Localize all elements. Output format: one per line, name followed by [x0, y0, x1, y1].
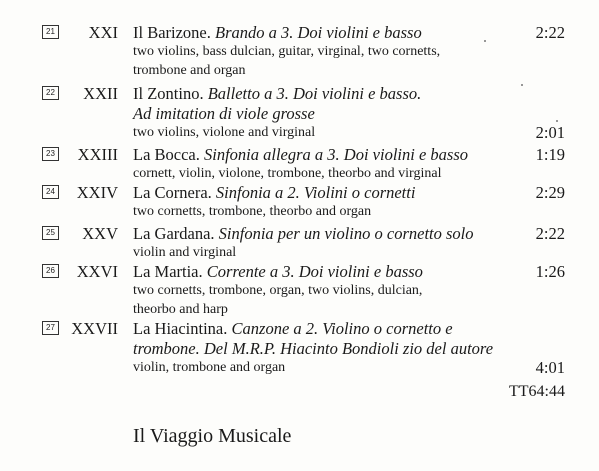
piece-subtitle: Ad imitation di viole grosse: [133, 104, 315, 123]
section-heading: Il Viaggio Musicale: [133, 425, 292, 447]
track-roman-numeral: XXIV: [76, 183, 118, 202]
track-title-line: [133, 145, 553, 165]
track-title-line: [133, 104, 553, 124]
track-duration: 2:22: [535, 23, 565, 42]
track-title-line: [133, 262, 553, 282]
track-duration: 4:01: [535, 358, 565, 377]
track-details: [133, 145, 553, 184]
track-details: [133, 183, 553, 222]
paper-speck: [556, 120, 558, 122]
piece-name: La Martia.: [133, 262, 207, 281]
track-details: [133, 23, 553, 80]
instrumentation-line: violin and virginal: [133, 245, 237, 260]
piece-name: La Gardana.: [133, 224, 219, 243]
track-roman-numeral: XXIII: [77, 145, 118, 164]
instrumentation-line: two violins, violone and virginal: [133, 125, 316, 140]
piece-name: La Bocca.: [133, 145, 205, 164]
track-details: [133, 262, 553, 319]
track-roman-numeral: XXII: [83, 84, 118, 103]
piece-subtitle: Sinfonia allegra a 3. Doi violini e basso: [204, 145, 469, 164]
instrumentation-line: theorbo and harp: [133, 301, 228, 317]
track-title-line: [133, 183, 553, 203]
track-title-line: [133, 224, 553, 244]
instrumentation-line: violin, trombone and organ: [133, 360, 286, 375]
track-duration: 1:19: [535, 145, 565, 164]
piece-name: La Hiacintina.: [133, 319, 232, 338]
track-title-line: [133, 84, 553, 104]
track-duration: 2:01: [535, 123, 565, 142]
piece-name: Il Zontino.: [133, 84, 208, 103]
instrumentation-line: trombone and organ: [133, 62, 246, 78]
piece-subtitle: Corrente a 3. Doi violini e basso: [206, 262, 423, 281]
track-details: [133, 224, 553, 263]
track-details: [133, 84, 553, 143]
instrumentation-line: two cornetts, trombone, theorbo and organ: [133, 204, 372, 219]
track-duration: 1:26: [535, 262, 565, 281]
track-number-box: 21: [42, 25, 59, 39]
track-number-box: 27: [42, 321, 59, 335]
track-roman-numeral: XXV: [82, 224, 118, 243]
piece-subtitle: Brando a 3. Doi violini e basso: [215, 23, 422, 42]
piece-subtitle: Sinfonia per un violino o cornetto solo: [218, 224, 474, 243]
track-title-line: [133, 339, 553, 359]
track-number-box: 26: [42, 264, 59, 278]
piece-subtitle: Canzone a 2. Violino o cornetto e: [231, 319, 453, 338]
piece-subtitle: Balletto a 3. Doi violini e basso.: [207, 84, 422, 103]
track-title-line: [133, 23, 553, 43]
total-time: TT64:44: [509, 383, 565, 400]
piece-name: Il Barizone.: [133, 23, 216, 42]
track-number-box: 22: [42, 86, 59, 100]
track-roman-numeral: XXI: [88, 23, 118, 42]
track-roman-numeral: XXVI: [76, 262, 118, 281]
track-duration: 2:29: [535, 183, 565, 202]
track-number-box: 24: [42, 185, 59, 199]
track-duration: 2:22: [535, 224, 565, 243]
instrumentation-line: cornett, violin, violone, trombone, theorbo and virginal: [133, 166, 442, 181]
piece-name: La Cornera.: [133, 183, 216, 202]
paper-speck: [484, 40, 486, 42]
track-number-box: 23: [42, 147, 59, 161]
piece-subtitle: trombone. Del M.R.P. Hiacinto Bondioli zio del autore: [133, 339, 494, 358]
track-title-line: [133, 319, 553, 339]
paper-speck: [521, 84, 523, 86]
track-number-box: 25: [42, 226, 59, 240]
instrumentation-line: two violins, bass dulcian, guitar, virginal, two cornetts,: [133, 44, 441, 59]
instrumentation-line: two cornetts, trombone, organ, two violins, dulcian,: [133, 283, 423, 298]
piece-subtitle: Sinfonia a 2. Violini o cornetti: [215, 183, 416, 202]
track-roman-numeral: XXVII: [71, 319, 118, 338]
track-details: [133, 319, 553, 378]
